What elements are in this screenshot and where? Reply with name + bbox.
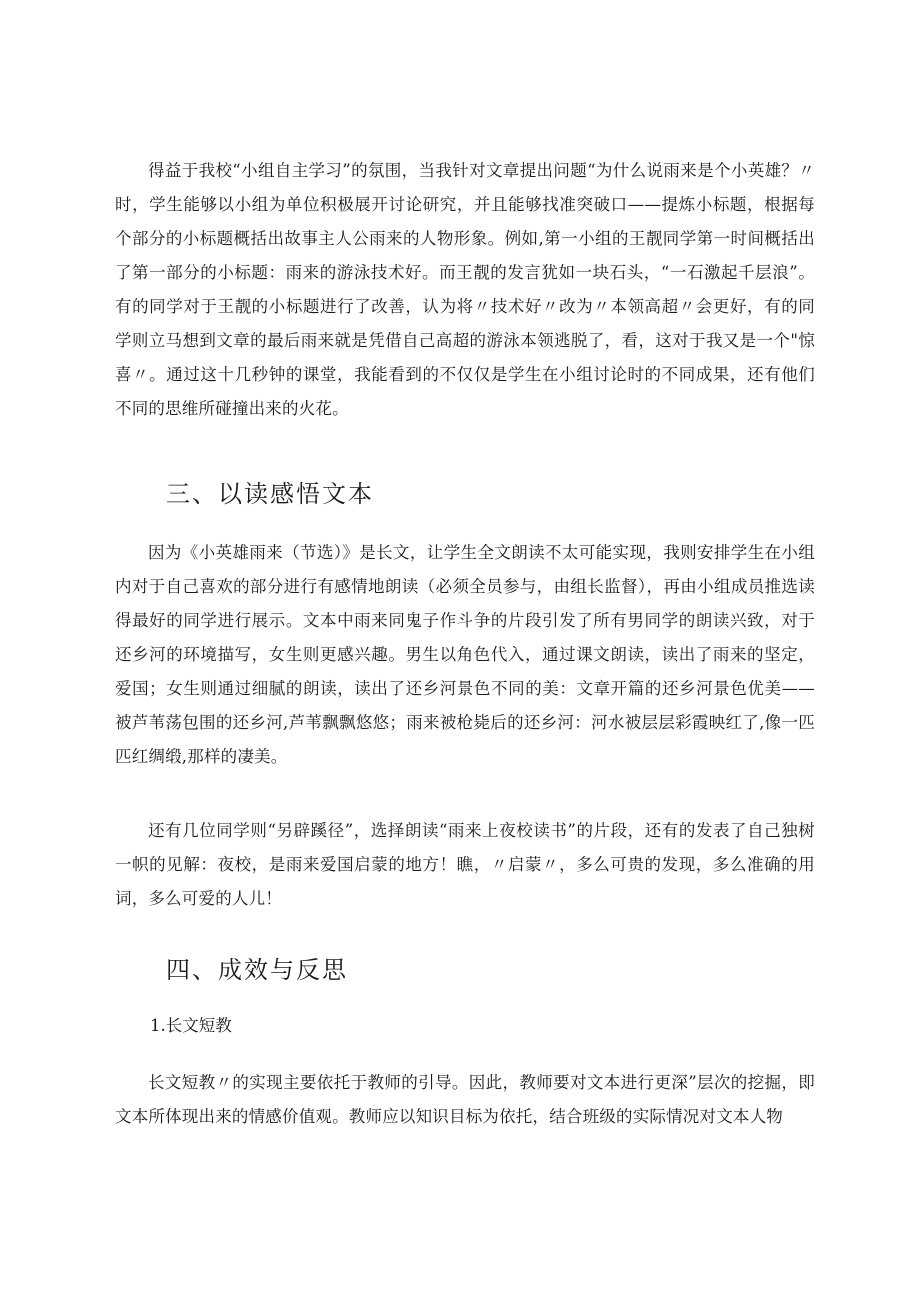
paragraph-group-discussion: 得益于我校“小组自主学习”的氛围，当我针对文章提出问题“为什么说雨来是个小英雄？〃时，学生能够以小组为单位积极展开讨论研究，并且能够找准突破口——提炼小标题，根据每个部分的小标题概括出故事主人公雨来的人物形象。例如,第一小组的王靓同学第一时间概括出了第一部分的小标题：雨来的游泳技术好。而王靓的发言犹如一块石头，“一石激起千层浪”。有的同学对于王靓的小标题进行了改善，认为将〃技术好〃改为〃本领高超〃会更好，有的同学则立马想到文章的最后雨来就是凭借自己高超的游泳本领逃脱了，看，这对于我又是一个"惊喜〃。通过这十几秒钟的课堂，我能看到的不仅仅是学生在小组讨论时的不同成果，还有他们不同的思维所碰撞出来的火花。	[115, 161, 815, 418]
section-heading-reading: 三、以读感悟文本	[166, 480, 374, 508]
paragraph-night-school: 还有几位同学则“另辟蹊径”，选择朗读“雨来上夜校读书”的片段，还有的发表了自己独树一帜的见解：夜校，是雨来爱国启蒙的地方！瞧，〃启蒙〃，多么可贵的发现，多么准确的用词，多么可爱的人儿！	[115, 821, 815, 908]
section-heading-results: 四、成效与反思	[166, 956, 348, 984]
paragraph-reading-aloud: 因为《小英雄雨来（节选）》是长文，让学生全文朗读不太可能实现，我则安排学生在小组内对于自己喜欢的部分进行有感情地朗读（必须全员参与，由组长监督），再由小组成员推选读得最好的同学进行展示。文本中雨来同鬼子作斗争的片段引发了所有男同学的朗读兴致，对于还乡河的环境描写，女生则更感兴趣。男生以角色代入，通过课文朗读，读出了雨来的坚定，爱国；女生则通过细腻的朗读，读出了还乡河景色不同的美：文章开篇的还乡河景色优美——被芦苇荡包围的还乡河,芦苇飘飘悠悠；雨来被枪毙后的还乡河：河水被层层彩霞映红了,像一匹匹红绸缎,那样的凄美。	[115, 543, 815, 766]
subheading-long-text-short-teaching: 1.长文短教	[150, 1016, 232, 1035]
paragraph-teacher-guidance: 长文短教〃的实现主要依托于教师的引导。因此，教师要对文本进行更深”层次的挖掘，即文本所体现出来的情感价值观。教师应以知识目标为依托，结合班级的实际情况对文本人物	[115, 1073, 815, 1126]
